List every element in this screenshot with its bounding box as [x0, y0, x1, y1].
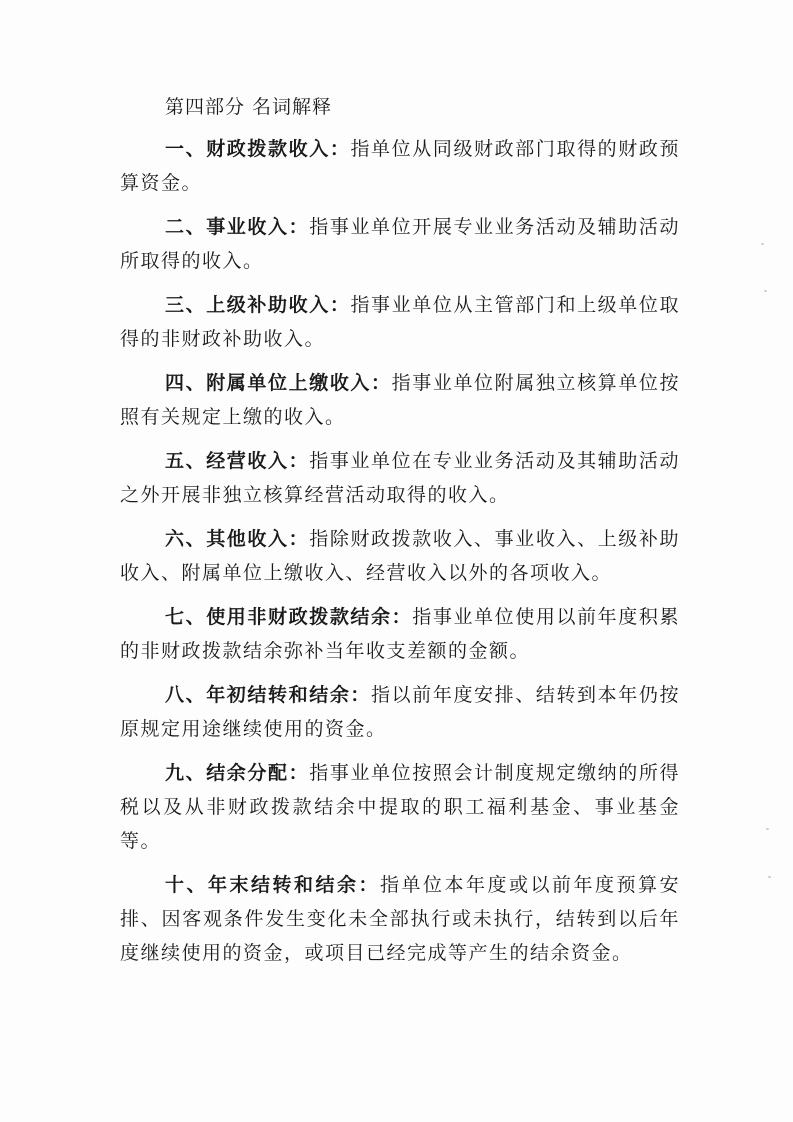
- term-heading: 二、事业收入：: [165, 216, 310, 238]
- term-definition: 指事业单位使用以前年度积累的非财政拨款结余弥补当年收支差额的金额。: [120, 606, 680, 662]
- term-heading: 六、其他收入：: [165, 528, 310, 550]
- term-paragraph: [120, 444, 680, 512]
- document-body: [120, 92, 680, 980]
- term-heading: 十、年末结转和结余：: [165, 874, 380, 896]
- term-paragraph: [120, 132, 680, 200]
- term-heading: 七、使用非财政拨款结余：: [165, 606, 413, 628]
- term-paragraph: [120, 678, 680, 746]
- scan-speck: [766, 828, 769, 830]
- term-heading: 五、经营收入：: [165, 450, 310, 472]
- term-paragraph: [120, 288, 680, 356]
- term-definition: 指事业单位附属独立核算单位按照有关规定上缴的收入。: [120, 372, 680, 428]
- term-paragraph: [120, 600, 680, 668]
- term-definition: 指事业单位开展专业业务活动及辅助活动所取得的收入。: [120, 216, 680, 272]
- term-heading: 三、上级补助收入：: [165, 294, 351, 316]
- term-definition: 指以前年度安排、结转到本年仍按原规定用途继续使用的资金。: [120, 684, 680, 740]
- scan-speck: [761, 243, 764, 245]
- term-definition: 指事业单位在专业业务活动及其辅助活动之外开展非独立核算经营活动取得的收入。: [120, 450, 680, 506]
- section-title: 第四部分 名词解释: [165, 96, 333, 118]
- term-paragraph: [120, 756, 680, 858]
- term-heading: 四、附属单位上缴收入：: [165, 372, 392, 394]
- scan-speck: [764, 290, 767, 292]
- term-paragraph: [120, 868, 680, 970]
- term-definition: 指单位本年度或以前年度预算安排、因客观条件发生变化未全部执行或未执行，结转到以后年度继续使用的资金，或项目已经完成等产生的结余资金。: [120, 874, 680, 964]
- term-paragraph: [120, 366, 680, 434]
- term-paragraph: [120, 210, 680, 278]
- term-paragraph: [120, 522, 680, 590]
- term-heading: 九、结余分配：: [165, 762, 310, 784]
- term-definition: 指事业单位从主管部门和上级单位取得的非财政补助收入。: [120, 294, 680, 350]
- term-definition: 指单位从同级财政部门取得的财政预算资金。: [120, 138, 680, 194]
- scan-speck: [768, 876, 771, 878]
- term-definition: 指事业单位按照会计制度规定缴纳的所得税以及从非财政拨款结余中提取的职工福利基金、事业基金等。: [120, 762, 680, 852]
- term-heading: 一、财政拨款收入：: [165, 138, 351, 160]
- term-definition: 指除财政拨款收入、事业收入、上级补助收入、附属单位上缴收入、经营收入以外的各项收入。: [120, 528, 680, 584]
- term-heading: 八、年初结转和结余：: [165, 684, 372, 706]
